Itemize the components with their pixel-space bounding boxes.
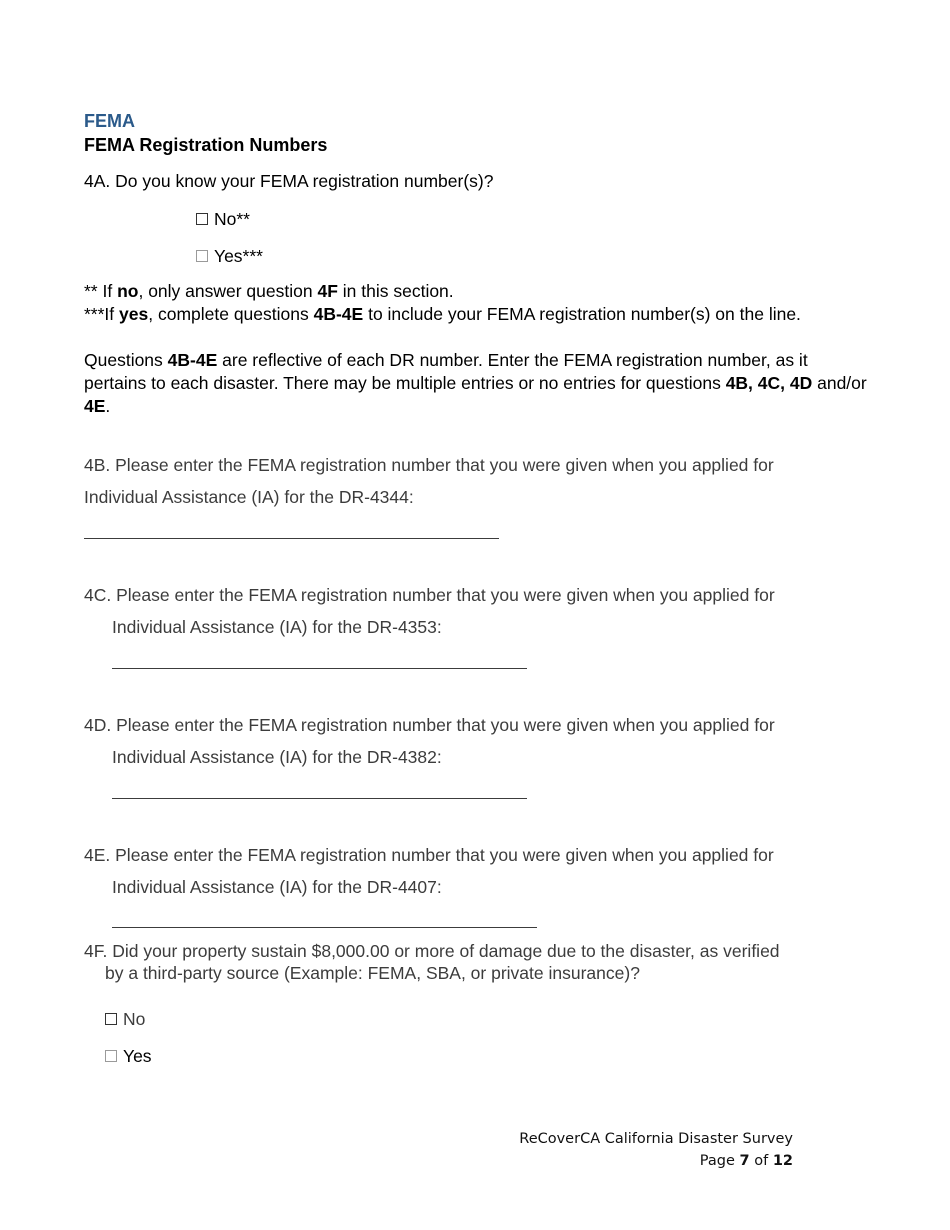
checkbox-icon[interactable] (196, 250, 208, 262)
q4a-option-yes[interactable] (196, 246, 263, 267)
option-label: Yes (123, 1046, 152, 1066)
option-label: No** (214, 209, 250, 229)
q4a-option-no[interactable] (196, 209, 250, 230)
question-4e: 4E. Please enter the FEMA registration number that you were given when you applied for Individual Assistance (IA) for the DR-4407: (84, 845, 774, 897)
answer-line-4b[interactable] (84, 538, 499, 539)
note-if-yes: ***If yes, complete questions 4B-4E to include your FEMA registration number(s) on the line. (84, 304, 801, 324)
checkbox-icon[interactable] (196, 213, 208, 225)
answer-line-4d[interactable] (112, 798, 527, 799)
checkbox-icon[interactable] (105, 1050, 117, 1062)
intro-paragraph: Questions 4B-4E are reflective of each DR number. Enter the FEMA registration number, as it pertains to each disaster. There may be multiple entries or no entries for questions 4B, 4C, 4D and/or 4E. (84, 350, 867, 416)
question-4c: 4C. Please enter the FEMA registration number that you were given when you applied for Individual Assistance (IA) for the DR-4353: (84, 585, 775, 637)
question-4a: 4A. Do you know your FEMA registration number(s)? (84, 171, 494, 191)
note-if-no: ** If no, only answer question 4F in this section. (84, 281, 454, 301)
checkbox-icon[interactable] (105, 1013, 117, 1025)
question-4f: 4F. Did your property sustain $8,000.00 or more of damage due to the disaster, as verified by a third-party source (Example: FEMA, SBA, or private insurance)? (84, 941, 780, 983)
footer-survey-name: ReCoverCA California Disaster Survey (519, 1131, 793, 1147)
q4f-option-no[interactable] (105, 1009, 145, 1030)
question-4d: 4D. Please enter the FEMA registration number that you were given when you applied for Individual Assistance (IA) for the DR-4382: (84, 715, 775, 767)
option-label: No (123, 1009, 146, 1029)
option-label: Yes*** (214, 246, 263, 266)
footer-page-number: Page 7 of 12 (699, 1153, 793, 1169)
subtitle: FEMA Registration Numbers (84, 135, 328, 155)
answer-line-4e[interactable] (112, 927, 537, 928)
answer-line-4c[interactable] (112, 668, 527, 669)
question-4b: 4B. Please enter the FEMA registration number that you were given when you applied for Individual Assistance (IA) for the DR-4344: (84, 455, 774, 507)
q4f-option-yes[interactable] (105, 1046, 152, 1067)
section-title: FEMA (84, 111, 135, 131)
